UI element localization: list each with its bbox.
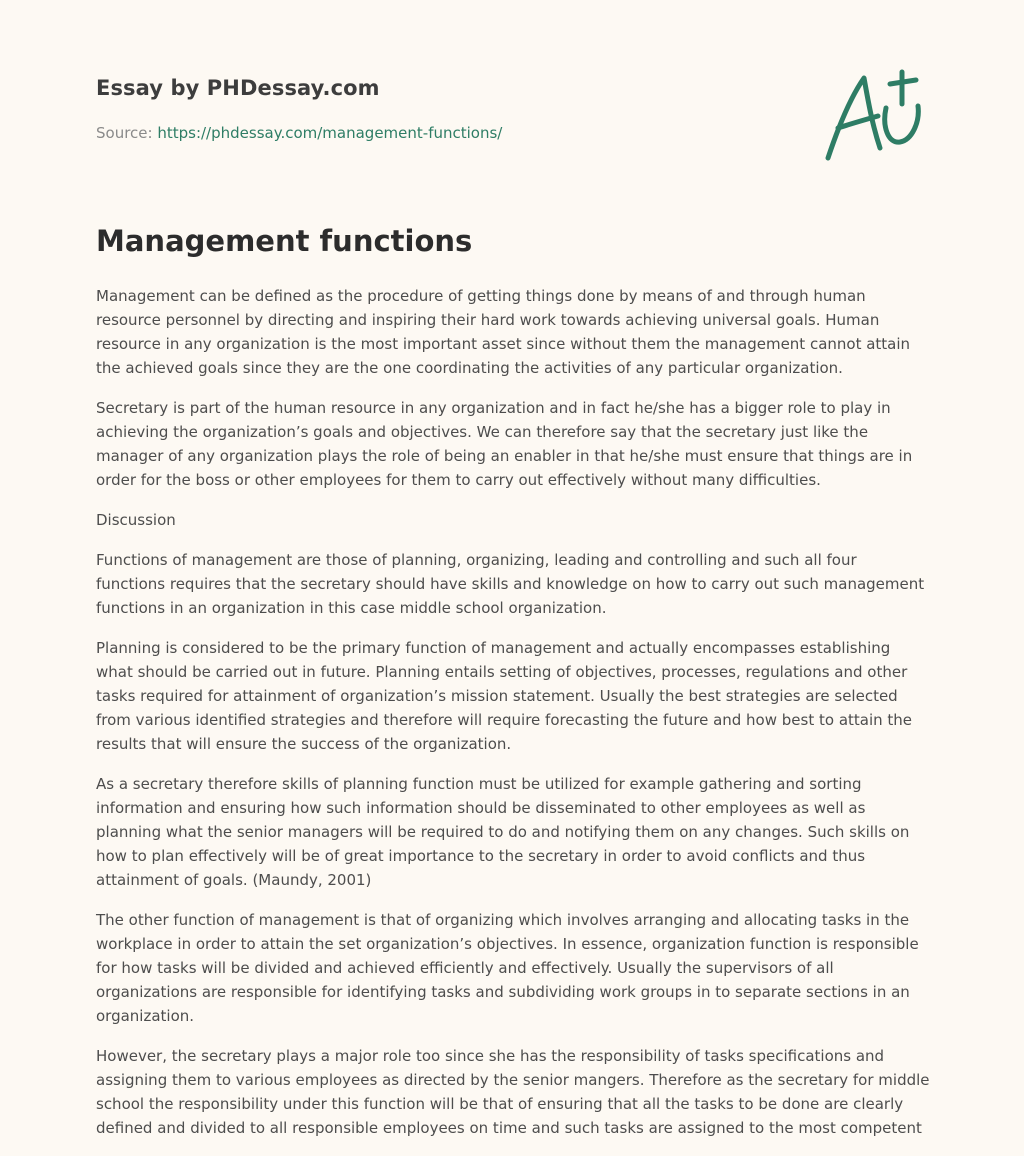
essay-paragraph: Planning is considered to be the primary function of management and actually encompasses establishing what should be carried out in future. Planning entails setting of objectives, processes, regulations and other tasks required for attainment of organization’s mission statement. Usually the best strategies are selected from various identified strategies and therefore will require forecasting the future and how best to attain the results that will ensure the success of the organization. — [96, 639, 913, 753]
source-line — [96, 124, 502, 142]
essay-paragraph: As a secretary therefore skills of planning function must be utilized for example gathering and sorting information and ensuring how such information should be disseminated to other employees as well as planning what the senior managers will be required to do and notifying them on any changes. Such skills on how to plan effectively will be of great importance to the secretary in order to avoid conflicts and thus attainment of goals. (Maundy, 2001) — [96, 775, 910, 889]
essay-paragraph: Management can be defined as the procedure of getting things done by means of and through human resource personnel by directing and inspiring their hard work towards achieving universal goals. Human resource in any organization is the most important asset since without them the management cannot attain the achieved goals since they are the one coordinating the activities of any particular organization. — [96, 287, 911, 377]
essay-paragraph: However, the secretary plays a major role too since she has the responsibility of tasks specifications and assigning them to various employees as directed by the senior mangers. Therefore as the secretary for middle school the responsibility under this function will be that of ensuring that all the tasks to be done are clearly defined and divided to all responsible employees on time and such tasks are assigned to the most competent — [96, 1047, 930, 1137]
site-title: Essay by PHDessay.com — [96, 76, 380, 100]
essay-body — [96, 284, 930, 1156]
a-plus-icon — [820, 66, 928, 166]
essay-paragraph: Secretary is part of the human resource in any organization and in fact he/she has a bigger role to play in achieving the organization’s goals and objectives. We can therefore say that the secretary just like the manager of any organization plays the role of being an enabler in that he/she must ensure that things are in order for the boss or other employees for them to carry out effectively without many difficulties. — [96, 399, 913, 489]
essay-paragraph: The other function of management is that of organizing which involves arranging and allocating tasks in the workplace in order to attain the set organization’s objectives. In essence, organization function is responsible for how tasks will be divided and achieved efficiently and effectively. Usually the supervisors of all organizations are responsible for identifying tasks and subdividing work groups in to separate sections in an organization. — [96, 911, 919, 1025]
essay-paragraph: Functions of management are those of planning, organizing, leading and controlling and such all four functions requires that the secretary should have skills and knowledge on how to carry out such management functions in an organization in this case middle school organization. — [96, 551, 925, 617]
section-heading-discussion: Discussion — [96, 511, 176, 529]
source-link[interactable]: https://phdessay.com/management-functions/ — [157, 124, 503, 142]
essay-title: Management functions — [96, 224, 473, 258]
source-label: Source: — [96, 124, 158, 142]
